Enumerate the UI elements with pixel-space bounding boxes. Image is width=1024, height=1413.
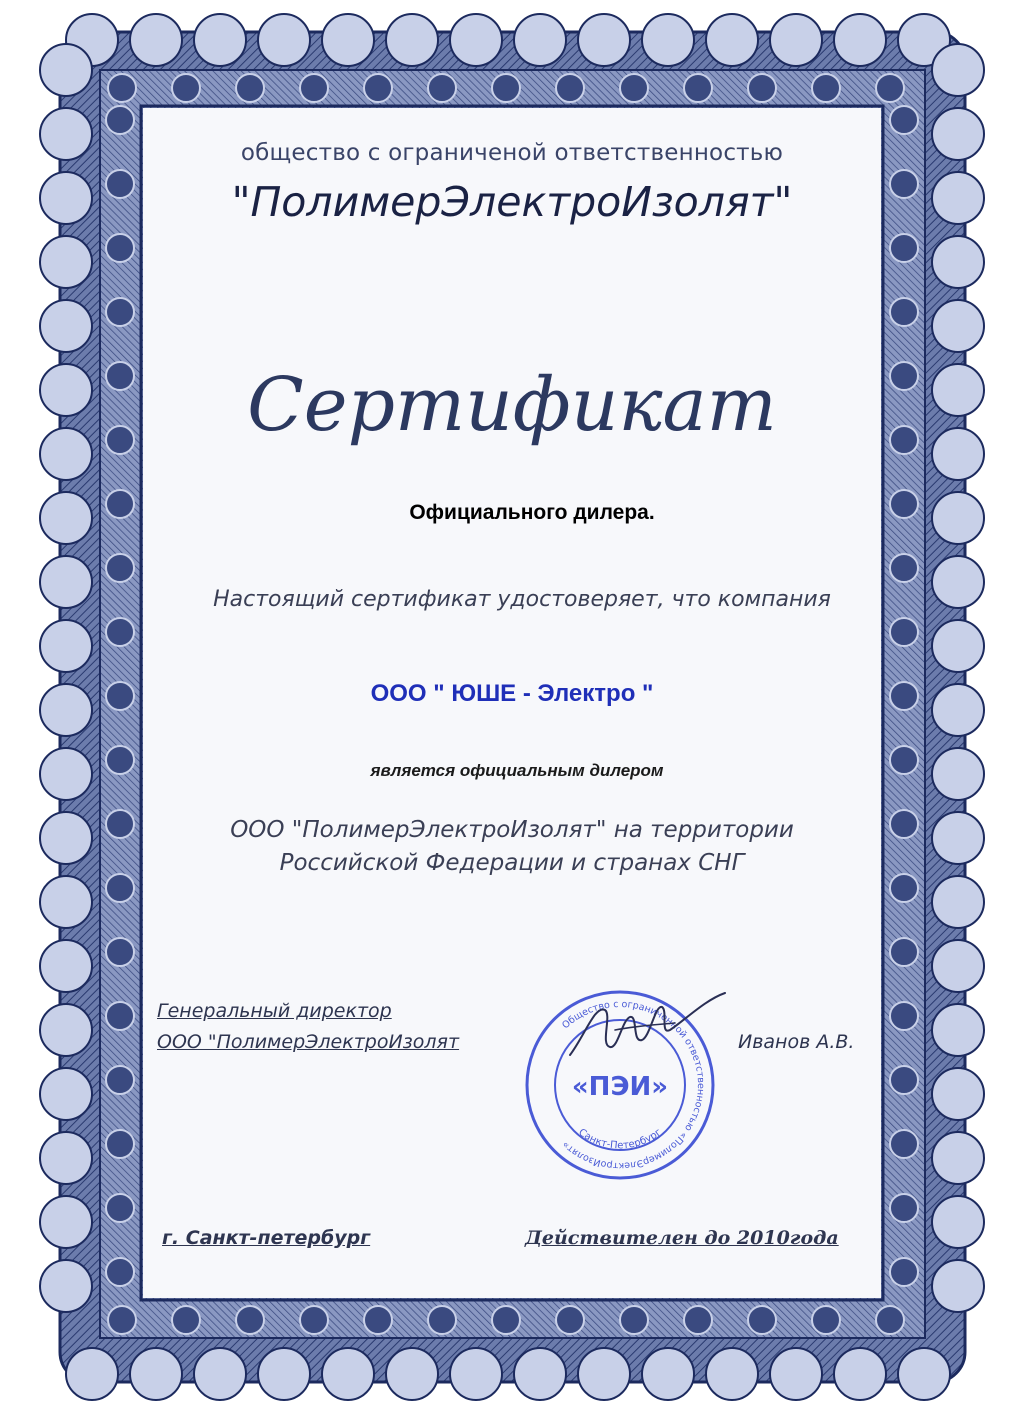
issue-city: г. Санкт-петербург [162, 1227, 371, 1249]
signatory-position: Генеральный директор [157, 1000, 392, 1022]
stamp-city-text: Санкт-Петербург [576, 1126, 664, 1152]
dealer-status: является официальным дилером [370, 761, 664, 780]
signatory-organization: ООО "ПолимерЭлектроИзолят [157, 1031, 460, 1053]
stamp-center-text: «ПЭИ» [571, 1072, 669, 1102]
territory-line-1: ООО "ПолимерЭлектроИзолят" на территории [230, 817, 794, 843]
stamp-ring-text: Общество с ограниченной ответственностью «ПолимерЭлектроИзолят» [560, 998, 707, 1172]
org-type: общество с ограниченой ответственностью [240, 140, 784, 166]
signature [560, 985, 730, 1075]
org-name: "ПолимерЭлектроИзолят" [231, 178, 793, 226]
validity-period: Действителен до 2010года [525, 1227, 839, 1249]
territory-line-2: Российской Федерации и странах СНГ [279, 850, 745, 876]
certificate-subtitle: Официального дилера. [409, 501, 655, 524]
intro-text: Настоящий сертификат удостоверяет, что компания [213, 587, 831, 612]
signatory-name: Иванов А.В. [738, 1031, 855, 1053]
certificate-title: Сертификат [247, 362, 777, 448]
territory-text [0, 814, 1024, 880]
dealer-company-name: ООО " ЮШЕ - Электро " [370, 680, 654, 707]
